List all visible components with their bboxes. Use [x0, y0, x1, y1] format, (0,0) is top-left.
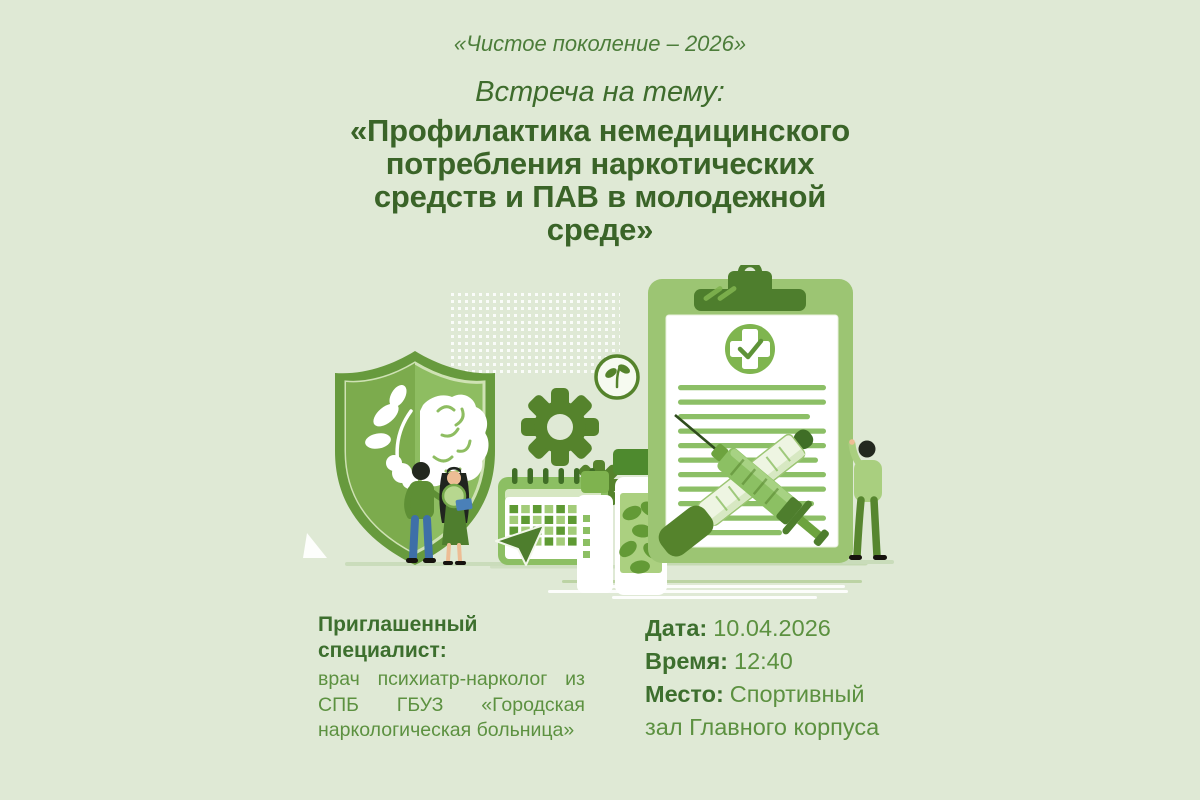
meeting-intro: Встреча на тему: — [475, 76, 725, 108]
title-line: средств и ПАВ в молодежной — [373, 179, 827, 214]
prevention-illustration — [290, 265, 910, 605]
dots-pattern — [448, 293, 620, 377]
date-label: Дата: — [645, 615, 708, 641]
date-value: 10.04.2026 — [713, 615, 831, 641]
title-line: «Профилактика немедицинского — [349, 113, 851, 148]
person-standing-right — [849, 439, 887, 560]
program-name: «Чистое поколение – 2026» — [453, 31, 747, 56]
title-line: потребления наркотических — [385, 146, 815, 181]
specialist-block — [318, 612, 585, 744]
specialist-heading: Приглашенный специалист: — [318, 613, 478, 662]
event-date-row — [645, 612, 890, 645]
person-woman — [439, 467, 469, 565]
place-value: Спортивный зал Главного корпуса — [645, 681, 880, 740]
time-label: Время: — [645, 648, 729, 674]
place-label: Место: — [645, 681, 724, 707]
event-time-row — [645, 645, 890, 678]
held-folder — [455, 498, 472, 511]
title-line: среде» — [546, 212, 654, 247]
page-title — [0, 114, 1200, 246]
event-details-block — [645, 612, 890, 744]
medicine-bottle-icon — [577, 471, 613, 593]
time-value: 12:40 — [734, 648, 793, 674]
specialist-description: врач психиатр-нарколог из СПБ ГБУЗ «Городская наркологическая больница» — [318, 668, 585, 741]
paper-corner — [303, 533, 327, 558]
event-place-row — [645, 678, 890, 744]
medical-cross-icon — [725, 324, 775, 374]
